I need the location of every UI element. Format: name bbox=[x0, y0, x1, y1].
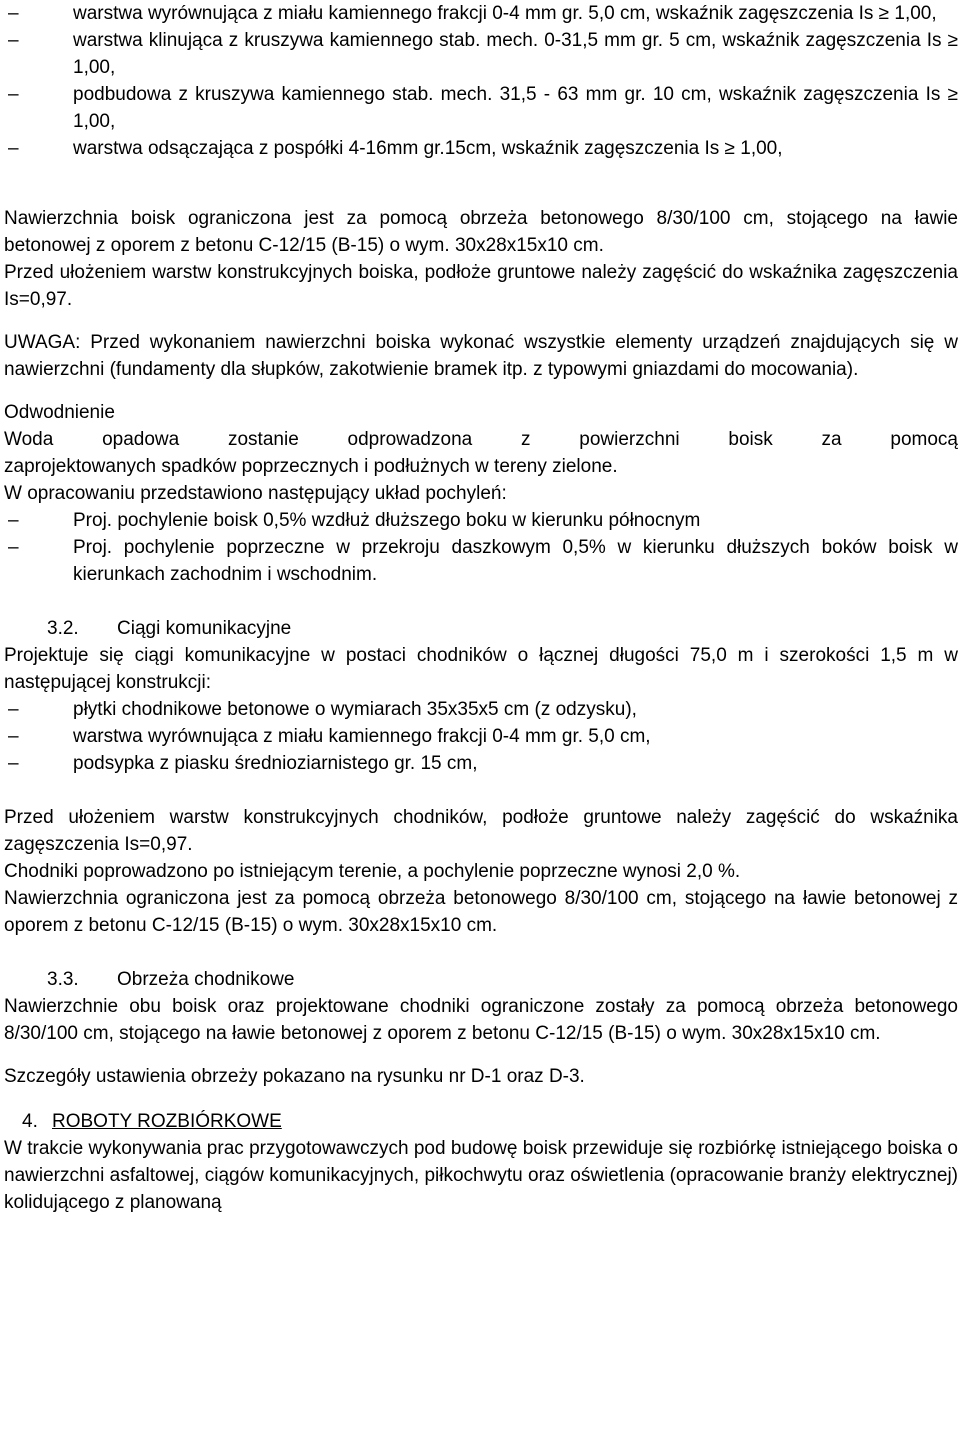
section-heading-4 bbox=[4, 1108, 958, 1135]
dash-bullet: – bbox=[8, 510, 19, 531]
list-item-text: płytki chodnikowe betonowe o wymiarach 35x35x5 cm (z odzysku), bbox=[73, 699, 637, 720]
paragraph-walkways-intro: Projektuje się ciągi komunikacyjne w postaci chodników o łącznej długości 75,0 m i szerokości 1,5 m w następującej konstrukcji: bbox=[4, 645, 958, 693]
layer-list bbox=[4, 0, 958, 162]
paragraph-boundary: Nawierzchnia boisk ograniczona jest za pomocą obrzeża betonowego 8/30/100 cm, stojącego na ławie betonowej z oporem z betonu C-12/15 (B-15) o wym. 30x28x15x10 cm. bbox=[4, 208, 958, 256]
dash-bullet: – bbox=[8, 726, 19, 747]
paragraph-compaction: Przed ułożeniem warstw konstrukcyjnych boiska, podłoże gruntowe należy zagęścić do wskaźnika zagęszczenia Is=0,97. bbox=[4, 262, 958, 310]
drainage-text-line: Woda opadowa zostanie odprowadzona z powierzchni boisk za pomocą bbox=[4, 429, 958, 450]
list-item bbox=[4, 534, 958, 588]
list-item bbox=[4, 135, 958, 162]
paragraph-walkway-compaction: Przed ułożeniem warstw konstrukcyjnych chodników, podłoże gruntowe należy zagęścić do wskaźnika zagęszczenia Is=0,97. bbox=[4, 807, 958, 855]
section-number: 4. bbox=[22, 1111, 38, 1132]
dash-bullet: – bbox=[8, 753, 19, 774]
list-item bbox=[4, 750, 958, 777]
paragraph-walkway-slope: Chodniki poprowadzono po istniejącym terenie, a pochylenie poprzeczne wynosi 2,0 %. bbox=[4, 861, 741, 882]
list-item-text: warstwa wyrównująca z miału kamiennego frakcji 0-4 mm gr. 5,0 cm, wskaźnik zagęszczenia Is ≥ 1,00, bbox=[73, 3, 937, 24]
paragraph-walkway-boundary: Nawierzchnia ograniczona jest za pomocą obrzeża betonowego 8/30/100 cm, stojącego na ławie betonowej z oporem z betonu C-12/15 (B-15) o wym. 30x28x15x10 cm. bbox=[4, 888, 958, 936]
section-title: Obrzeża chodnikowe bbox=[117, 969, 295, 990]
document-page bbox=[4, 0, 958, 1216]
section-title: Ciągi komunikacyjne bbox=[117, 618, 292, 639]
drainage-heading: Odwodnienie bbox=[4, 402, 115, 423]
list-item-text: warstwa wyrównująca z miału kamiennego frakcji 0-4 mm gr. 5,0 cm, bbox=[73, 726, 651, 747]
list-item bbox=[4, 81, 958, 135]
paragraph-warning: UWAGA: Przed wykonaniem nawierzchni boiska wykonać wszystkie elementy urządzeń znajdujących się w nawierzchni (fundamenty dla słupków, zakotwienie bramek itp. z typowymi gniazdami do mocowania). bbox=[4, 332, 958, 380]
section-title: ROBOTY ROZBIÓRKOWE bbox=[52, 1111, 282, 1132]
drainage-intro: W opracowaniu przedstawiono następujący układ pochyleń: bbox=[4, 483, 507, 504]
dash-bullet: – bbox=[8, 537, 19, 558]
section-number: 3.3. bbox=[47, 969, 79, 990]
paragraph-curbs: Nawierzchnie obu boisk oraz projektowane chodniki ograniczone zostały za pomocą obrzeża betonowego 8/30/100 cm, stojącego na ławie betonowej z oporem z betonu C-12/15 (B-15) o wym. 30x28x15x10 cm. bbox=[4, 996, 958, 1044]
list-item bbox=[4, 0, 958, 27]
drainage-text-line: zaprojektowanych spadków poprzecznych i podłużnych w tereny zielone. bbox=[4, 456, 618, 477]
list-item-text: warstwa odsączająca z pospółki 4-16mm gr.15cm, wskaźnik zagęszczenia Is ≥ 1,00, bbox=[73, 138, 783, 159]
list-item bbox=[4, 507, 958, 534]
list-item bbox=[4, 27, 958, 81]
section-heading-3-3 bbox=[4, 966, 958, 993]
list-item bbox=[4, 723, 958, 750]
section-heading-3-2 bbox=[4, 615, 958, 642]
list-item-text: Proj. pochylenie boisk 0,5% wzdłuż dłuższego boku w kierunku północnym bbox=[73, 510, 701, 531]
dash-bullet: – bbox=[8, 3, 19, 24]
dash-bullet: – bbox=[8, 138, 19, 159]
paragraph-demolition: W trakcie wykonywania prac przygotowawczych pod budowę boisk przewiduje się rozbiórkę istniejącego boiska o nawierzchni asfaltowej, ciągów komunikacyjnych, piłkochwytu oraz oświetlenia (opracowanie branży elektrycznej) kolidującego z planowaną bbox=[4, 1138, 958, 1213]
list-item-text: podbudowa z kruszywa kamiennego stab. mech. 31,5 - 63 mm gr. 10 cm, wskaźnik zagęszczenia Is ≥ 1,00, bbox=[73, 84, 958, 132]
dash-bullet: – bbox=[8, 84, 19, 105]
list-item bbox=[4, 696, 958, 723]
dash-bullet: – bbox=[8, 699, 19, 720]
list-item-text: warstwa klinująca z kruszywa kamiennego stab. mech. 0-31,5 mm gr. 5 cm, wskaźnik zagęszczenia Is ≥ 1,00, bbox=[73, 30, 958, 78]
list-item-text: podsypka z piasku średnioziarnistego gr. 15 cm, bbox=[73, 753, 478, 774]
section-number: 3.2. bbox=[47, 618, 79, 639]
paragraph-curbs-drawings: Szczegóły ustawienia obrzeży pokazano na rysunku nr D-1 oraz D-3. bbox=[4, 1066, 585, 1087]
dash-bullet: – bbox=[8, 30, 19, 51]
list-item-text: Proj. pochylenie poprzeczne w przekroju daszkowym 0,5% w kierunku dłuższych boków boisk w kierunkach zachodnim i wschodnim. bbox=[73, 537, 958, 585]
